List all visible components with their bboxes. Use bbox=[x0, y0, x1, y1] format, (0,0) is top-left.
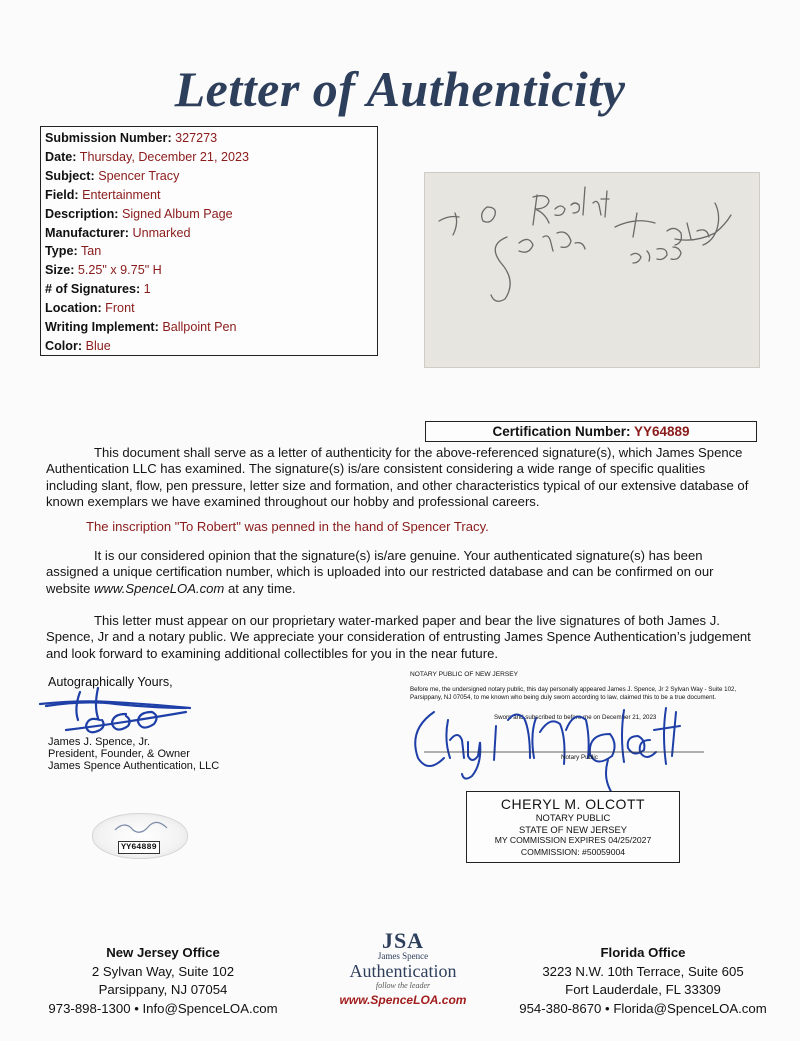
fl-office-line2: Fort Lauderdale, FL 33309 bbox=[565, 982, 721, 997]
field-row bbox=[45, 205, 233, 224]
authenticity-paragraph-3: This letter must appear on our proprietary water-marked paper and bear the live signatures of both James J. Spence, Jr and a notary public. We appreciate your consideration of entrusting James Spence Authentication’s judgement and look forward to examining additional collectibles for you in the near future. bbox=[46, 613, 751, 661]
field-label: Writing Implement: bbox=[45, 320, 159, 334]
field-row bbox=[45, 299, 135, 318]
signed-album-page-image bbox=[424, 172, 760, 368]
paragraph-2-text: It is our considered opinion that the signature(s) is/are genuine. Your authenticated signature(s) has been assigned a unique certification number, which is uploaded into our restricted database and can be confirmed on our website bbox=[46, 548, 714, 596]
authenticity-paragraph-2 bbox=[46, 548, 756, 597]
logo-tagline: follow the leader bbox=[375, 981, 431, 990]
certification-value: YY64889 bbox=[633, 424, 690, 439]
item-details-box bbox=[40, 126, 378, 356]
field-label: Type: bbox=[45, 244, 78, 259]
jsa-logo bbox=[318, 930, 488, 1008]
hologram-code: YY64889 bbox=[118, 841, 160, 854]
field-row bbox=[45, 318, 237, 337]
certification-number-box bbox=[425, 421, 757, 442]
stamp-line-2: STATE OF NEW JERSEY bbox=[519, 823, 627, 835]
field-label: Manufacturer: bbox=[45, 225, 129, 240]
field-value: Blue bbox=[85, 338, 111, 353]
nj-office-line1: 2 Sylvan Way, Suite 102 bbox=[91, 963, 235, 979]
field-label: Color: bbox=[45, 338, 83, 353]
paragraph-2-tail: at any time. bbox=[224, 580, 296, 596]
notary-header: NOTARY PUBLIC OF NEW JERSEY bbox=[410, 671, 519, 678]
field-value: 327273 bbox=[175, 131, 218, 145]
fl-office-heading: Florida Office bbox=[600, 945, 686, 960]
notary-stamp bbox=[466, 791, 680, 863]
fl-office-contact: 954-380-8670 • Florida@SpenceLOA.com bbox=[519, 1000, 767, 1016]
field-label: Subject: bbox=[45, 168, 95, 183]
field-value: Ballpoint Pen bbox=[162, 320, 237, 334]
field-value: 1 bbox=[143, 282, 151, 297]
stamp-line-4: COMMISSION: #50059004 bbox=[520, 846, 626, 857]
nj-office-contact: 973-898-1300 • Info@SpenceLOA.com bbox=[48, 1000, 278, 1016]
notary-signature-drawing bbox=[404, 690, 704, 802]
logo-word: Authentication bbox=[349, 961, 457, 981]
field-label: Date: bbox=[45, 149, 77, 164]
field-row bbox=[45, 337, 111, 356]
signer-company: James Spence Authentication, LLC bbox=[48, 760, 220, 772]
field-value: Tan bbox=[80, 244, 102, 259]
field-row bbox=[45, 224, 191, 243]
notary-public-label: Notary Public bbox=[561, 754, 598, 761]
website-link[interactable]: www.SpenceLOA.com bbox=[94, 580, 225, 596]
stamp-line-1: NOTARY PUBLIC bbox=[535, 812, 611, 823]
field-label: Submission Number: bbox=[45, 131, 172, 145]
logo-sub: James Spence bbox=[377, 951, 429, 961]
field-value: 5.25" x 9.75" H bbox=[77, 263, 162, 278]
field-row bbox=[45, 242, 101, 261]
field-value: Front bbox=[105, 301, 135, 316]
certification-label: Certification Number: bbox=[492, 424, 631, 439]
spence-signature-drawing bbox=[36, 684, 196, 736]
field-label: # of Signatures: bbox=[45, 282, 141, 297]
field-row bbox=[45, 167, 179, 186]
hologram-signature-icon bbox=[111, 818, 171, 836]
nj-office bbox=[48, 944, 278, 1018]
field-value: Signed Album Page bbox=[121, 206, 233, 221]
field-label: Size: bbox=[45, 263, 75, 278]
nj-office-line2: Parsippany, NJ 07054 bbox=[98, 982, 228, 997]
field-label: Description: bbox=[45, 206, 119, 221]
field-row bbox=[45, 280, 151, 299]
logo-url[interactable]: www.SpenceLOA.com bbox=[339, 993, 467, 1007]
fl-office bbox=[518, 944, 768, 1018]
signer-name: James J. Spence, Jr. bbox=[48, 736, 151, 748]
field-value: Thursday, December 21, 2023 bbox=[79, 149, 249, 164]
notary-sworn-text: Sworn and subscribed to before me on December 21, 2023 bbox=[494, 714, 657, 721]
notary-statement: Before me, the undersigned notary public, this day personally appeared James J. Spence, Jr 2 Sylvan Way - Suite 102, Parsippany, NJ 07054, to me known who being duly sworn according to law, claimed this to be a true document. bbox=[410, 686, 737, 701]
field-label: Field: bbox=[45, 187, 79, 202]
nj-office-heading: New Jersey Office bbox=[106, 945, 220, 960]
field-label: Location: bbox=[45, 301, 102, 316]
field-row bbox=[45, 261, 162, 280]
field-value: Unmarked bbox=[132, 225, 191, 240]
closing-text: Autographically Yours, bbox=[48, 675, 173, 689]
logo-mark: JSA bbox=[381, 928, 425, 953]
stamp-line-3: MY COMMISSION EXPIRES 04/25/2027 bbox=[494, 835, 652, 845]
field-row bbox=[45, 186, 161, 205]
field-row bbox=[45, 148, 249, 167]
notary-name: CHERYL M. OLCOTT bbox=[500, 796, 646, 812]
inscription-note: The inscription "To Robert" was penned in the hand of Spencer Tracy. bbox=[86, 519, 489, 534]
document-title: Letter of Authenticity bbox=[174, 61, 626, 117]
fl-office-line1: 3223 N.W. 10th Terrace, Suite 605 bbox=[542, 963, 744, 979]
signer-role: President, Founder, & Owner bbox=[48, 748, 190, 760]
authenticity-paragraph-1: This document shall serve as a letter of authenticity for the above-referenced signature(s), which James Spence Authentication LLC has examined. The signature(s) is/are consistent considering a wide range of specific qualities including slant, flow, pen pressure, letter size and formation, and other characteristics typical of our extensive database of known exemplars we have examined throughout our hobby and professional careers. bbox=[46, 445, 749, 510]
field-value: Spencer Tracy bbox=[98, 168, 180, 183]
field-row bbox=[45, 129, 217, 148]
field-value: Entertainment bbox=[82, 187, 161, 202]
pencil-signature-drawing bbox=[425, 173, 759, 367]
